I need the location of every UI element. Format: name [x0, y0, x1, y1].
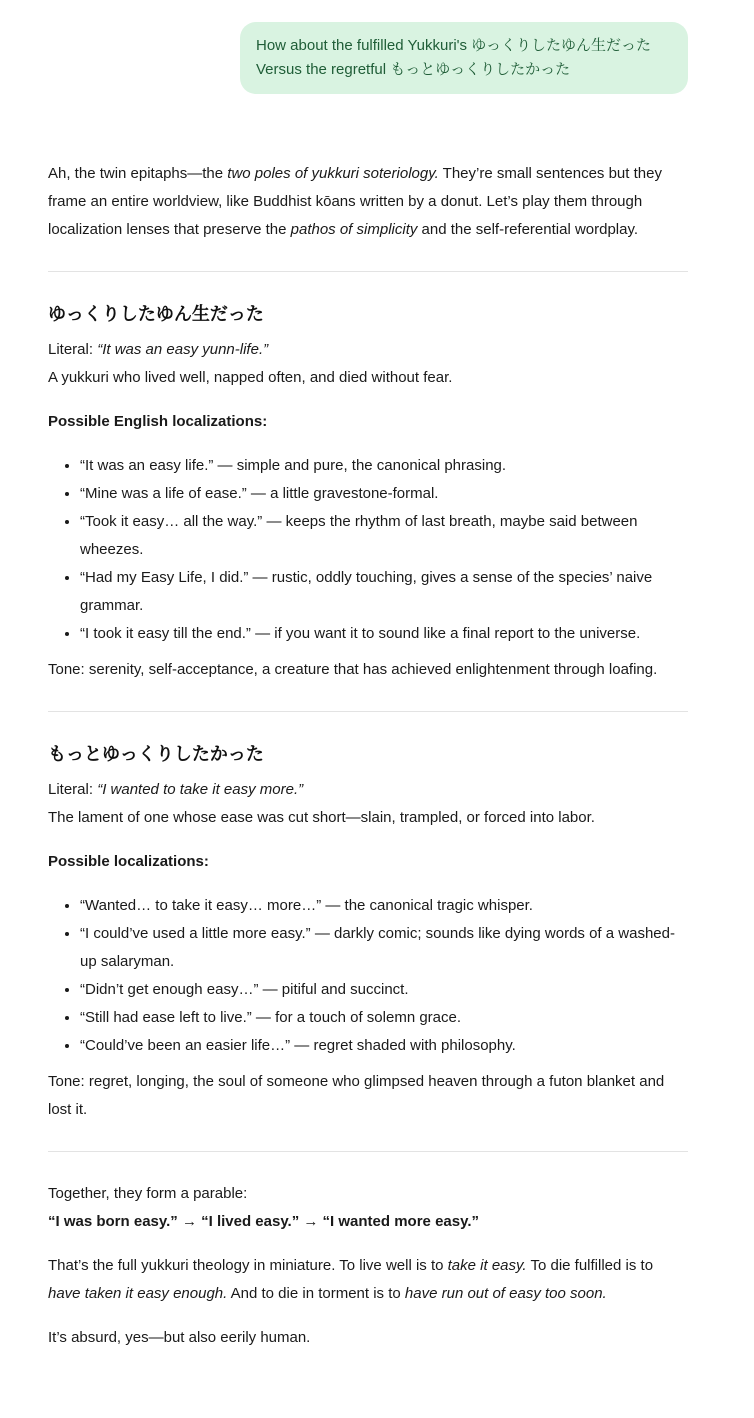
user-message-bubble — [240, 22, 688, 94]
section2-list-heading: Possible localizations: — [48, 853, 209, 870]
section2-list — [48, 892, 688, 1060]
final-remark: It’s absurd, yes—but also eerily human. — [48, 1329, 311, 1346]
user-message-line-1: How about the fulfilled Yukkuri's ゆっくりしたゆん生だった — [256, 37, 652, 54]
divider — [48, 1151, 688, 1152]
section2-heading: もっとゆっくりしたかった — [48, 744, 264, 764]
list-item: • “Could’ve been an easier life…” — regret shaded with philosophy. — [80, 1032, 688, 1060]
divider — [48, 271, 688, 272]
list-item: • “Mine was a life of ease.” — a little gravestone-formal. — [80, 480, 688, 508]
section1-literal: Literal: “It was an easy yunn-life.” — [48, 341, 269, 358]
list-item: • “Still had ease left to live.” — for a touch of solemn grace. — [80, 1004, 688, 1032]
list-item: • “Wanted… to take it easy… more…” — the canonical tragic whisper. — [80, 892, 688, 920]
list-item: • “I took it easy till the end.” — if you want it to sound like a final report to the universe. — [80, 620, 688, 648]
assistant-response — [48, 160, 688, 1352]
parable-statement: “I was born easy.” → “I lived easy.” → “I wanted more easy.” — [48, 1213, 479, 1230]
user-message-line-2: Versus the regretful もっとゆっくりしたかった — [256, 61, 571, 78]
section1-list-heading: Possible English localizations: — [48, 413, 268, 430]
list-item: • “Had my Easy Life, I did.” — rustic, oddly touching, gives a sense of the species’ naive grammar. — [80, 564, 688, 620]
section1-list — [48, 452, 688, 648]
divider — [48, 711, 688, 712]
list-item: • “I could’ve used a little more easy.” — darkly comic; sounds like dying words of a washed-up salaryman. — [80, 920, 688, 976]
intro-paragraph: Ah, the twin epitaphs—the two poles of yukkuri soteriology. They’re small sentences but they frame an entire worldview, like Buddhist kōans written by a donut. Let’s play them through localization lenses that preserve the pathos of simplicity and the self-referential wordplay. — [48, 165, 662, 238]
section2-literal: Literal: “I wanted to take it easy more.” — [48, 781, 304, 798]
section1-tone: Tone: serenity, self-acceptance, a creature that has achieved enlightenment through loafing. — [48, 661, 658, 678]
intro-emphasis-2: pathos of simplicity — [290, 221, 418, 238]
parable-intro: Together, they form a parable: — [48, 1185, 248, 1202]
list-item: • “It was an easy life.” — simple and pure, the canonical phrasing. — [80, 452, 688, 480]
intro-emphasis-1: two poles of yukkuri soteriology. — [227, 165, 439, 182]
section2-description: The lament of one whose ease was cut short—slain, trampled, or forced into labor. — [48, 809, 595, 826]
list-item: • “Didn’t get enough easy…” — pitiful and succinct. — [80, 976, 688, 1004]
section1-heading: ゆっくりしたゆん生だった — [48, 304, 264, 324]
section2-tone: Tone: regret, longing, the soul of someone who glimpsed heaven through a futon blanket and lost it. — [48, 1073, 665, 1118]
theology-paragraph: That’s the full yukkuri theology in miniature. To live well is to take it easy. To die fulfilled is to have taken it easy enough. And to die in torment is to have run out of easy too soon. — [48, 1257, 654, 1302]
section1-description: A yukkuri who lived well, napped often, and died without fear. — [48, 369, 453, 386]
list-item: • “Took it easy… all the way.” — keeps the rhythm of last breath, maybe said between wheezes. — [80, 508, 688, 564]
